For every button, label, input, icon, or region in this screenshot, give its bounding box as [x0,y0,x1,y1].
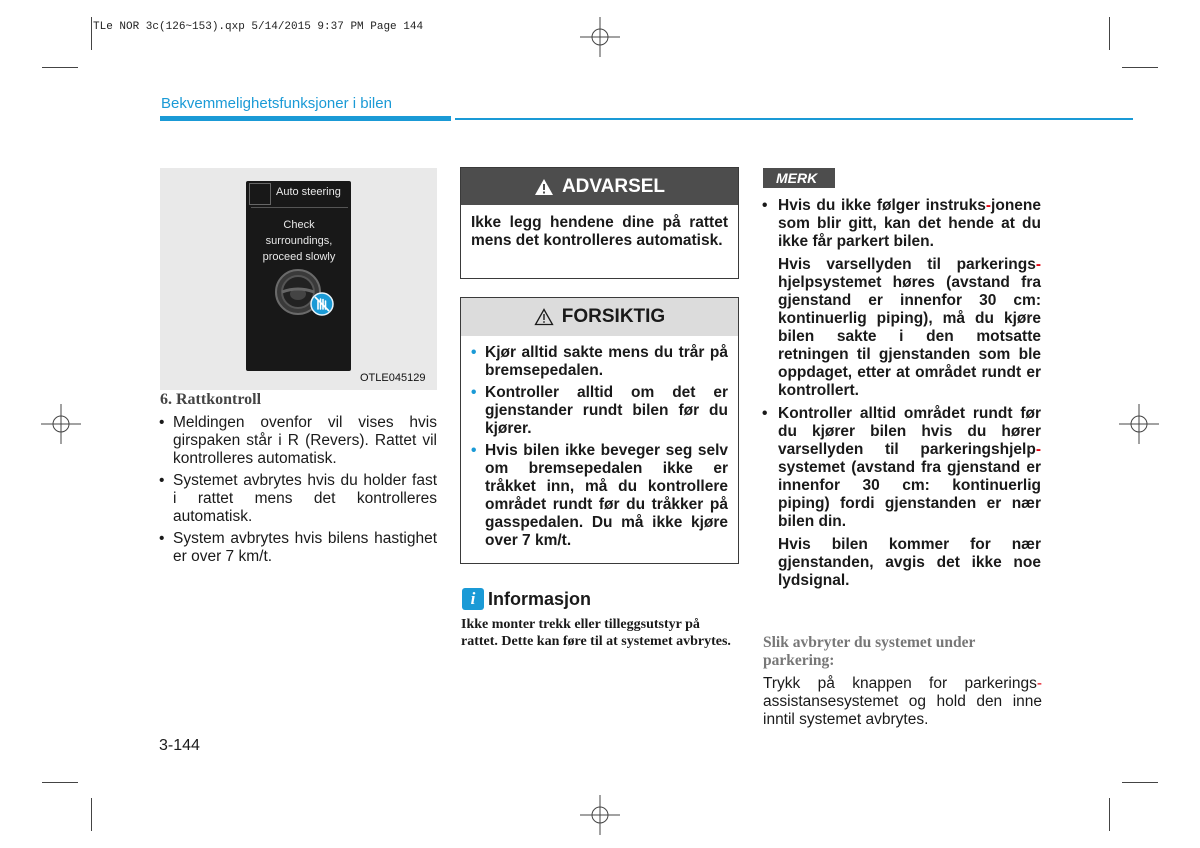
crop-mark [1109,17,1110,50]
registration-mark-icon [580,795,620,835]
note-paragraph: • Kontroller alltid området rundt før du kjører bilen hvis du hører varsellyden til parkeringshjelp-systemet (avstand fra gjenstand er innenfor 30 cm: kontinuerlig piping) fordi gjenstanden er nær bilen din. [778,405,1041,530]
info-title: Informasjon [488,588,592,609]
crop-mark [91,17,92,50]
crop-mark [42,782,78,783]
rattkontroll-list [159,414,437,570]
crop-mark [1109,798,1110,831]
rattkontroll-heading: 6. Rattkontroll [160,391,262,408]
warning-triangle-icon [534,178,554,196]
note-paragraph: Hvis bilen kommer for nær gjenstanden, avgis det ikke noe lydsignal. [778,536,1041,589]
list-item: • Hvis bilen ikke beveger seg selv om bremsepedalen ikke er tråkket inn, må du kontrollere området rundt før du tråkker på gasspedalen. Du må ikke kjøre over 7 km/t. [471,442,728,550]
registration-mark-icon [41,404,81,444]
registration-mark-icon [1119,404,1159,444]
header-rule [455,118,1133,120]
info-text: Ikke monter trekk eller tilleggsutstyr på rattet. Dette kan føre til at systemet avbrytes. [461,617,731,649]
display-divider [251,207,348,208]
header-rule [160,116,451,121]
info-icon: i [462,588,484,610]
list-item: • System avbrytes hvis bilens hastighet er over 7 km/t. [159,530,437,566]
note-paragraph: • Hvis du ikke følger instruks-jonene som blir gitt, kan det hende at du ikke får parkert bilen. [778,197,1041,250]
warning-text: Ikke legg hendene dine på rattet mens det kontrolleres automatisk. [471,214,728,249]
caution-box [460,297,739,564]
crop-mark [1122,782,1158,783]
list-item: • Kontroller alltid om det er gjenstander rundt bilen før du kjører. [471,384,728,438]
info-header [462,588,591,610]
cancel-text: Trykk på knappen for parkerings-assistansesystemet og hold den inne inntil systemet avbrytes. [763,675,1042,728]
note-label: MERK [763,168,835,188]
list-item: • Kjør alltid sakte mens du trår på bremsepedalen. [471,344,728,380]
list-item: • Meldingen ovenfor vil vises hvis girspaken står i R (Revers). Rattet vil kontrolleres automatisk. [159,414,437,468]
print-slug: TLe NOR 3c(126~153).qxp 5/14/2015 9:37 PM Page 144 [93,21,424,33]
caution-triangle-icon [534,308,554,326]
caution-list [461,336,738,550]
hand-icon [311,293,333,315]
steering-wheel-icon [272,268,336,318]
caution-header [461,298,738,336]
page-number: 3-144 [159,737,200,754]
display-header: Auto steering [276,186,341,198]
list-item [762,197,1041,400]
cancel-heading: Slik avbryter du systemet under parkering: [763,634,976,669]
crop-mark [42,67,78,68]
note-list [762,197,1041,595]
caution-title: FORSIKTIG [561,306,666,327]
list-item [762,405,1041,590]
registration-mark-icon [580,17,620,57]
figure-code: OTLE045129 [360,372,426,384]
list-item: • Systemet avbrytes hvis du holder fast i rattet mens det kontrolleres automatisk. [159,472,437,526]
crop-mark [1122,67,1158,68]
warning-title: ADVARSEL [561,175,666,197]
section-title: Bekvemmelighetsfunksjoner i bilen [161,95,392,112]
warning-header [461,168,738,205]
display-icon-slot [249,183,271,205]
warning-box [460,167,739,279]
display-message: Check surroundings, proceed slowly [262,219,336,263]
note-paragraph: Hvis varsellyden til parkerings-hjelpsystemet høres (avstand fra gjenstand er innenfor 30 cm: kontinuerlig piping), må du kjøre bilen sakte i den motsatte retningen til gjenstanden som ble oppdaget, etter at området rundt er kontrollert. [778,256,1041,399]
crop-mark [91,798,92,831]
